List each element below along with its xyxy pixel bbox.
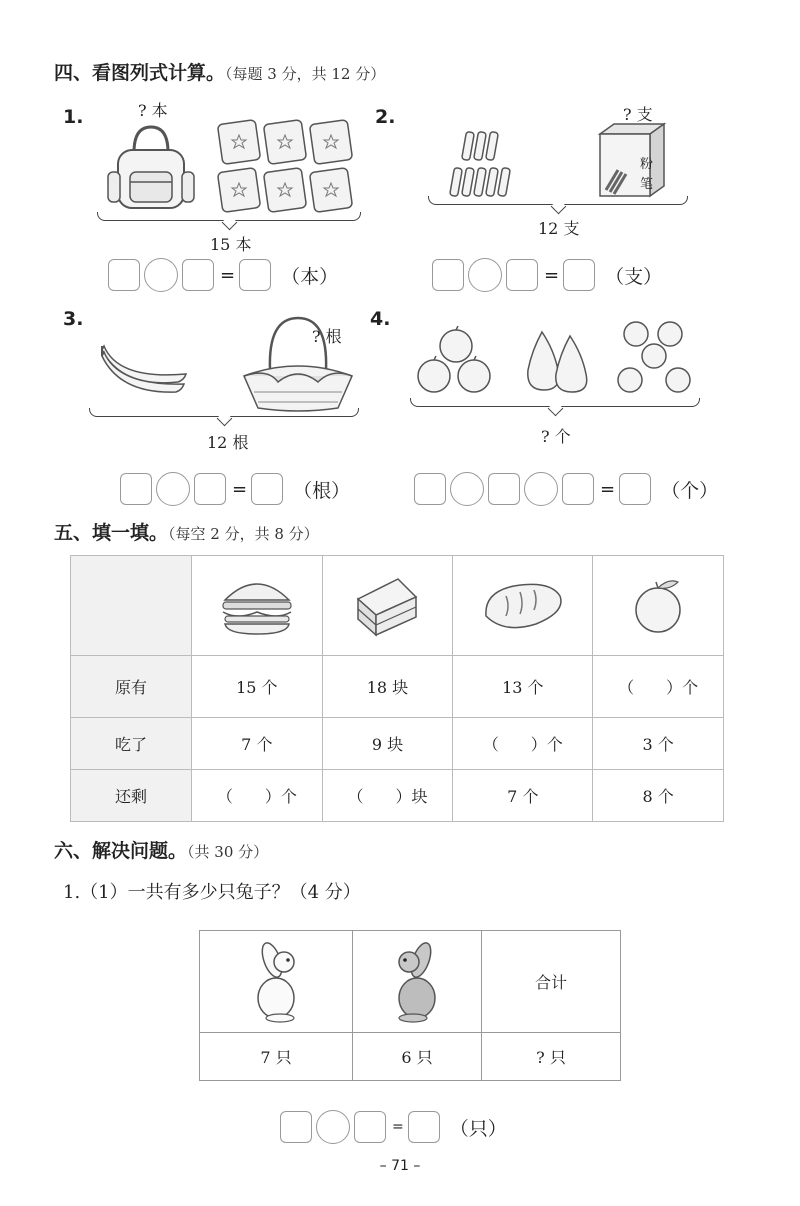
operator-circle[interactable]: [156, 472, 190, 506]
table-cell: ? 只: [482, 1033, 621, 1081]
table-row: [71, 770, 724, 822]
chalk-box-icon: [596, 120, 668, 200]
orange-cell: [593, 556, 724, 656]
q2-number: 2.: [375, 106, 396, 128]
table-cell-blank[interactable]: （ ）块: [322, 770, 453, 822]
q2-total-label: 12 支: [538, 219, 580, 238]
table-cell: 7 个: [453, 770, 593, 822]
total-header-cell: 合计: [482, 931, 621, 1033]
result-box[interactable]: [251, 473, 283, 505]
q6-unit: （只）: [449, 1117, 507, 1140]
table-row: [71, 656, 724, 718]
chalk-box-text-2: 笔: [640, 177, 654, 192]
operator-circle[interactable]: [524, 472, 558, 506]
q3-unit: （根）: [293, 479, 351, 502]
table-cell: 15 个: [192, 656, 323, 718]
q3-number: 3.: [63, 308, 84, 330]
cake-cell: [322, 556, 453, 656]
table-cell: 13 个: [453, 656, 593, 718]
equals-sign: =: [600, 478, 616, 500]
books-icon: [216, 118, 356, 216]
row-label: 原有: [71, 656, 192, 718]
chalk-sticks-icon: [448, 128, 518, 200]
table-cell: 9 块: [322, 718, 453, 770]
q4-total-label: ? 个: [541, 427, 571, 446]
table-cell: 8 个: [593, 770, 724, 822]
bread-icon: [480, 578, 566, 634]
burger-icon: [217, 574, 297, 638]
burger-cell: [192, 556, 323, 656]
page-number: – 71 –: [379, 1158, 421, 1174]
table-cell: 7 只: [200, 1033, 353, 1081]
operator-circle[interactable]: [450, 472, 484, 506]
bread-cell: [453, 556, 593, 656]
q4-brace: [410, 398, 700, 407]
q4-equation: [414, 472, 718, 506]
answer-box[interactable]: [194, 473, 226, 505]
operator-circle[interactable]: [468, 258, 502, 292]
answer-box[interactable]: [108, 259, 140, 291]
apples-icon: [414, 326, 496, 396]
table-cell-blank[interactable]: （ ）个: [593, 656, 724, 718]
result-box[interactable]: [619, 473, 651, 505]
answer-box[interactable]: [488, 473, 520, 505]
table-cell-blank[interactable]: （ ）个: [192, 770, 323, 822]
gray-rabbit-icon: [387, 938, 447, 1026]
q2-equation: [432, 258, 662, 292]
equals-sign: =: [544, 264, 560, 286]
white-rabbit-icon: [246, 940, 306, 1024]
result-box[interactable]: [239, 259, 271, 291]
table-cell: 3 个: [593, 718, 724, 770]
result-box[interactable]: [408, 1111, 440, 1143]
answer-box[interactable]: [354, 1111, 386, 1143]
section5-note: （每空 2 分，共 8 分）: [168, 525, 319, 543]
operator-circle[interactable]: [316, 1110, 350, 1144]
q1-brace: [97, 212, 361, 221]
rabbit-table: [199, 930, 621, 1081]
q3-total-label: 12 根: [207, 433, 249, 452]
q1-unit: （本）: [281, 265, 339, 288]
q3-brace: [89, 408, 359, 417]
q3-unknown-label: ? 根: [312, 327, 342, 346]
orange-icon: [628, 574, 688, 638]
q4-number: 4.: [370, 308, 391, 330]
row-label: 还剩: [71, 770, 192, 822]
pears-icon: [522, 326, 592, 396]
table-row: [71, 556, 724, 656]
q1-unknown-label: ? 本: [138, 101, 168, 120]
bananas-icon: [98, 340, 190, 396]
oranges-icon: [612, 318, 696, 400]
answer-box[interactable]: [280, 1111, 312, 1143]
table-cell: 6 只: [353, 1033, 482, 1081]
section5-title: [54, 518, 319, 545]
answer-box[interactable]: [432, 259, 464, 291]
answer-box[interactable]: [562, 473, 594, 505]
row-label: 吃了: [71, 718, 192, 770]
section6-note: （共 30 分）: [187, 843, 269, 861]
answer-box[interactable]: [414, 473, 446, 505]
answer-box[interactable]: [506, 259, 538, 291]
answer-box[interactable]: [182, 259, 214, 291]
backpack-icon: [104, 122, 199, 214]
section4-heading: 四、看图列式计算。: [54, 62, 226, 84]
chalk-box-text-1: 粉: [640, 157, 654, 172]
q1-equation: [108, 258, 338, 292]
section6-q1: 1.（1）一共有多少只兔子？（4 分）: [63, 882, 361, 903]
equals-sign: =: [220, 264, 236, 286]
table-row: [200, 931, 621, 1033]
cake-slice-icon: [352, 571, 422, 641]
operator-circle[interactable]: [144, 258, 178, 292]
q1-total-label: 15 本: [210, 235, 252, 254]
q2-brace: [428, 196, 688, 205]
answer-box[interactable]: [120, 473, 152, 505]
basket-icon: [238, 316, 358, 414]
q2-unknown-label: ? 支: [623, 105, 653, 124]
table-row: [200, 1033, 621, 1081]
table-row: [71, 718, 724, 770]
section4-note: （每题 3 分，共 12 分）: [225, 65, 386, 83]
q2-unit: （支）: [605, 265, 663, 288]
white-rabbit-cell: [200, 931, 353, 1033]
section4-title: [54, 58, 385, 85]
q4-unit: （个）: [661, 479, 719, 502]
table-cell-blank[interactable]: （ ）个: [453, 718, 593, 770]
table-cell: 7 个: [192, 718, 323, 770]
q3-equation: [120, 472, 350, 506]
table-cell: 18 块: [322, 656, 453, 718]
table-corner-cell: [71, 556, 192, 656]
result-box[interactable]: [563, 259, 595, 291]
gray-rabbit-cell: [353, 931, 482, 1033]
section6-heading: 六、解决问题。: [54, 840, 188, 862]
equals-sign: =: [392, 1119, 404, 1135]
food-table: [70, 555, 724, 822]
q1-number: 1.: [63, 106, 84, 128]
section6-title: [54, 836, 268, 863]
section5-heading: 五、填一填。: [54, 522, 169, 544]
equals-sign: =: [232, 478, 248, 500]
q6-equation: [280, 1110, 507, 1144]
